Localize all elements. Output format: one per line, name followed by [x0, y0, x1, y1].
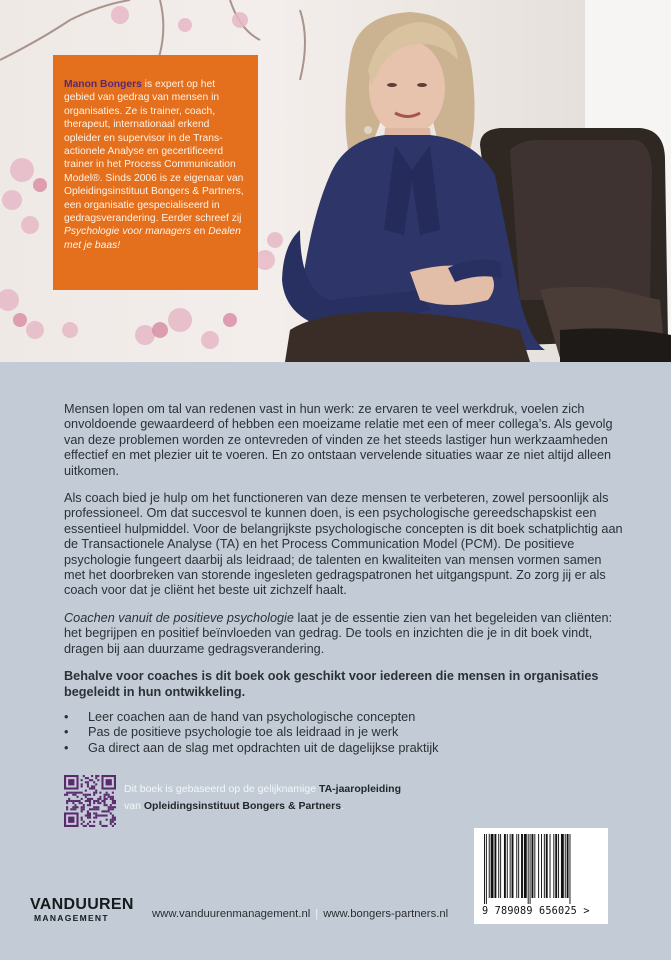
publisher-logo-sub: MANAGEMENT: [34, 913, 109, 923]
cover-photo: [0, 0, 671, 362]
list-item: • Pas de positieve psychologie toe als leidraad in je werk: [64, 725, 624, 740]
note-period: .: [341, 800, 344, 812]
paragraph-3-text: laat je de essentie zien van het begeleiden van cliënten: het begrijpen en positief beïnvloeden van gedrag. De tools en inzichten die je in dit boek vindt, dragen bij aan duurzame gedragsverandering.: [64, 610, 613, 656]
footer-urls: [152, 908, 448, 920]
author-name: Manon Bongers: [64, 79, 142, 90]
author-bio-text: is expert op het gebied van gedrag van mensen in organisaties. Ze is trainer, coach, therapeut, internationaal erkend opleider en supervisor in de Transactionele Analyse en gecertificeerd trainer in het Process Communication Model®. Sinds 2006 is ze eigenaar van Opleidingsinstituut Bongers & Partners, een organisatie gespecialiseerd in gedragsverandering. Eerder schreef zij: [64, 79, 244, 225]
book-title-2: Dealen met je baas!: [64, 226, 241, 251]
note-text-2: van: [124, 800, 144, 812]
list-item: • Leer coachen aan de hand van psychologische concepten: [64, 710, 624, 725]
bullet-list: [64, 710, 624, 756]
publisher-url-link[interactable]: www.vanduurenmanagement.nl: [152, 908, 311, 920]
back-cover-description: [64, 402, 624, 756]
isbn-barcode: [474, 828, 608, 924]
isbn-digits: 9 789089 656025 >: [482, 906, 590, 917]
bio-connector: en: [191, 226, 209, 238]
author-bio-box: [53, 55, 258, 290]
list-item: • Ga direct aan de slag met opdrachten uit de dagelijkse praktijk: [64, 741, 624, 756]
paragraph-4-bold: Behalve voor coaches is dit boek ook geschikt voor iedereen die mensen in organisaties begeleidt in hun ontwikkeling.: [64, 669, 599, 699]
paragraph-1: Mensen lopen om tal van redenen vast in hun werk: ze ervaren te veel werkdruk, voelen zich onvoldoende gewaardeerd of hebben een moeizame relatie met een of meer collega’s. Als gevolg van deze problemen worden ze ontevreden of vinden ze het steeds lastiger hun werkzaamheden effectief en met plezier uit te voeren. En zo ontstaan vervelende situaties waar ze niet altijd alleen uitkomen.: [64, 402, 613, 478]
note-course-name: TA-jaaropleiding: [318, 783, 402, 795]
institute-url-link[interactable]: www.bongers-partners.nl: [323, 908, 449, 920]
publisher-logo: [30, 897, 134, 923]
course-note: [124, 781, 464, 815]
note-institute-name: Opleidingsinstituut Bongers & Partners: [143, 800, 342, 812]
qr-code-icon[interactable]: [64, 775, 116, 827]
book-title: Coachen vanuit de positieve psychologie: [64, 610, 294, 625]
publisher-logo-main: VANDUUREN: [30, 896, 134, 913]
url-separator: |: [315, 908, 319, 920]
paragraph-2: Als coach bied je hulp om het functioneren van deze mensen te verbeteren, zowel persoonlijk als professioneel. Om dat succesvol te kunnen doen, is een psychologische gereedschapskist een essentieel hulpmiddel. Voor de belangrijkste psychologische concepten is dit boek schatplichtig aan de Transactionele Analyse (TA) en het Process Communication Model (PCM). De positieve psychologie fungeert daarbij als leidraad; de talenten en kwaliteiten van mensen vormen samen met het doorbreken van storende ingesleten gedragspatronen het uitgangspunt. Zo zorg jij er als coach voor dat je cliënt het beste uit zichzelf haalt.: [64, 491, 623, 598]
note-text-1: Dit boek is gebaseerd op de gelijknamige: [124, 783, 319, 795]
barcode-icon: [482, 834, 600, 904]
book-title-1: Psychologie voor managers: [64, 226, 192, 238]
paragraph-3: [64, 611, 624, 657]
